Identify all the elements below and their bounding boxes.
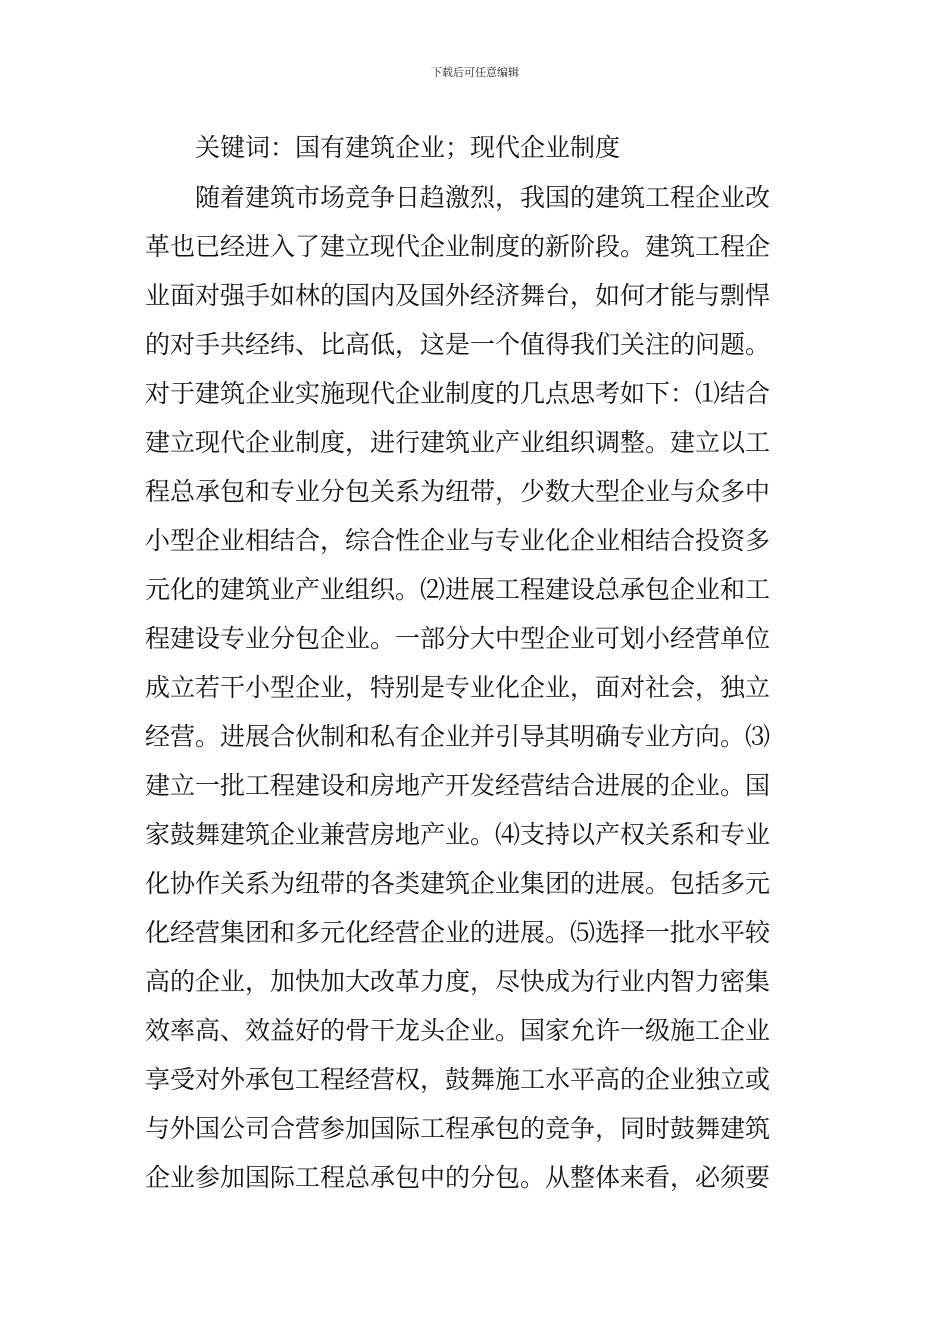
text-line: 享受对外承包工程经营权，鼓舞施工水平高的企业独立或	[145, 1065, 771, 1094]
text-line: 对于建筑企业实施现代企业制度的几点思考如下：⑴结合	[145, 379, 771, 408]
text-line: 与外国公司合营参加国际工程承包的竞争，同时鼓舞建筑	[145, 1114, 771, 1143]
text-line: 革也已经进入了建立现代企业制度的新阶段。建筑工程企	[145, 232, 771, 261]
text-line: 建立一批工程建设和房地产开发经营结合进展的企业。国	[145, 771, 771, 800]
text-line: 业面对强手如林的国内及国外经济舞台，如何才能与剽悍	[145, 281, 771, 310]
text-line: 成立若干小型企业，特别是专业化企业，面对社会，独立	[145, 673, 771, 702]
text-line: 家鼓舞建筑企业兼营房地产业。⑷支持以产权关系和专业	[145, 820, 771, 849]
text-line: 元化的建筑业产业组织。⑵进展工程建设总承包企业和工	[145, 575, 771, 604]
text-line: 效率高、效益好的骨干龙头企业。国家允许一级施工企业	[145, 1016, 771, 1045]
text-line: 小型企业相结合，综合性企业与专业化企业相结合投资多	[145, 526, 771, 555]
keywords-line: 关键词：国有建筑企业；现代企业制度	[195, 133, 621, 162]
page-header: 下载后可任意编辑	[431, 66, 519, 79]
text-line: 企业参加国际工程总承包中的分包。从整体来看，必须要	[145, 1163, 771, 1192]
text-line: 化经营集团和多元化经营企业的进展。⑸选择一批水平较	[145, 918, 771, 947]
text-line: 的对手共经纬、比高低，这是一个值得我们关注的问题。	[145, 330, 771, 359]
text-line: 程建设专业分包企业。一部分大中型企业可划小经营单位	[145, 624, 771, 653]
text-line: 程总承包和专业分包关系为纽带，少数大型企业与众多中	[145, 477, 771, 506]
text-line: 经营。进展合伙制和私有企业并引导其明确专业方向。⑶	[145, 722, 771, 751]
text-line: 随着建筑市场竞争日趋激烈，我国的建筑工程企业改	[195, 183, 771, 212]
text-line: 建立现代企业制度，进行建筑业产业组织调整。建立以工	[145, 428, 771, 457]
text-line: 高的企业，加快加大改革力度，尽快成为行业内智力密集	[145, 967, 771, 996]
text-line: 化协作关系为纽带的各类建筑企业集团的进展。包括多元	[145, 869, 771, 898]
